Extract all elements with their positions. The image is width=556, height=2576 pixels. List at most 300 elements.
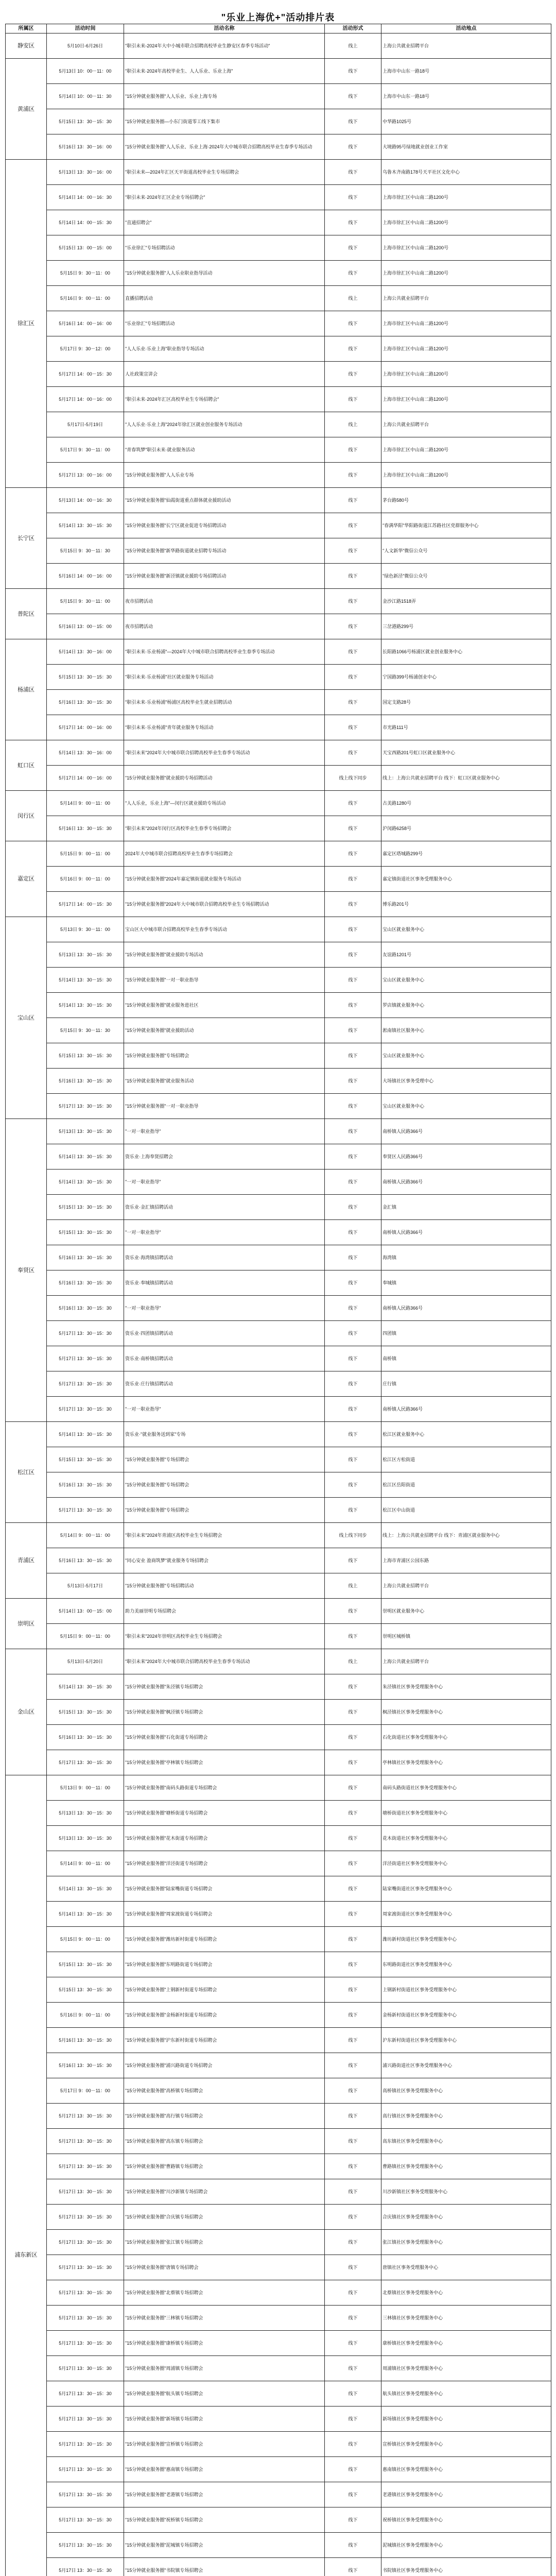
cell-time: 5月15日 13：30－15：30 bbox=[47, 109, 124, 134]
cell-time: 5月14日 13：30－15：30 bbox=[47, 1902, 124, 1927]
cell-time: 5月14日 13：30－15：30 bbox=[47, 1876, 124, 1902]
cell-activity: "职引未来"2024年闵行区高校毕业生春季专场招聘会 bbox=[124, 816, 325, 841]
cell-form: 线下 bbox=[325, 1498, 381, 1523]
table-row bbox=[6, 2053, 551, 2078]
cell-form: 线下 bbox=[325, 1801, 381, 1826]
cell-time: 5月14日 9：00－11：00 bbox=[47, 1523, 124, 1548]
cell-time: 5月16日 9：00－11：00 bbox=[47, 2003, 124, 2028]
cell-time: 5月17日 13：30－15：30 bbox=[47, 2507, 124, 2533]
cell-time: 5月15日 9：30－11：00 bbox=[47, 589, 124, 614]
table-row bbox=[6, 412, 551, 437]
cell-form: 线下 bbox=[325, 1750, 381, 1775]
cell-place: 周家渡街道社区事务受理服务中心 bbox=[381, 1902, 551, 1927]
cell-place: 罗店镇就业服务中心 bbox=[381, 993, 551, 1018]
table-row bbox=[6, 210, 551, 235]
cell-time: 5月17日 9：00－11：00 bbox=[47, 2078, 124, 2104]
cell-form: 线下 bbox=[325, 2179, 381, 2205]
cell-place: 南桥镇人民路366号 bbox=[381, 1220, 551, 1245]
cell-place: 淞南镇社区服务中心 bbox=[381, 1018, 551, 1043]
cell-activity: "15分钟就业服务圈"老港镇专场招聘会 bbox=[124, 2482, 325, 2507]
cell-activity: "职引未来·乐业杨浦"社区就业服务专场活动 bbox=[124, 665, 325, 690]
cell-activity: "一对一职业指导" bbox=[124, 1220, 325, 1245]
cell-form: 线上 bbox=[325, 1573, 381, 1599]
table-row bbox=[6, 387, 551, 412]
cell-form: 线下 bbox=[325, 942, 381, 968]
cell-form: 线下 bbox=[325, 740, 381, 766]
cell-activity: "15分钟就业服务圈"专场招聘会 bbox=[124, 1043, 325, 1069]
cell-activity: "15分钟就业服务圈"专场招聘会 bbox=[124, 1498, 325, 1523]
cell-time: 5月10日-6月26日 bbox=[47, 33, 124, 59]
cell-activity: 宝山区大中城市联合招聘高校毕业生春季专场活动 bbox=[124, 917, 325, 942]
cell-district: 青浦区 bbox=[6, 1523, 47, 1599]
cell-time: 5月17日 13：30－15：30 bbox=[47, 2205, 124, 2230]
cell-time: 5月15日 13：30－15：30 bbox=[47, 1195, 124, 1220]
cell-district: 静安区 bbox=[6, 33, 47, 59]
table-row bbox=[6, 1069, 551, 1094]
table-row bbox=[6, 968, 551, 993]
cell-activity: "15分钟就业服务圈"人人乐业、乐业上海·2024年大中城市联合招聘高校毕业生春季专场活动 bbox=[124, 134, 325, 160]
table-row bbox=[6, 538, 551, 564]
cell-activity: "15分钟就业服务圈"川沙新镇专场招聘会 bbox=[124, 2179, 325, 2205]
cell-place: 古美路1280号 bbox=[381, 791, 551, 816]
cell-time: 5月15日 9：30－11：00 bbox=[47, 261, 124, 286]
table-row bbox=[6, 690, 551, 715]
table-row bbox=[6, 1144, 551, 1170]
table-row bbox=[6, 463, 551, 488]
table-row bbox=[6, 2457, 551, 2482]
cell-time: 5月16日 9：00－11：00 bbox=[47, 286, 124, 311]
cell-activity: "15分钟就业服务圈—小东门街道零工线下集市 bbox=[124, 109, 325, 134]
table-row bbox=[6, 235, 551, 261]
cell-time: 5月17日 13：30－15：30 bbox=[47, 2482, 124, 2507]
cell-form: 线下 bbox=[325, 1775, 381, 1801]
cell-place: 上海市中山东一路18号 bbox=[381, 84, 551, 109]
cell-time: 5月17日 14：00－16：00 bbox=[47, 715, 124, 740]
cell-time: 5月13日 13：30－15：30 bbox=[47, 1801, 124, 1826]
cell-form: 线下 bbox=[325, 841, 381, 867]
cell-activity: "乐业徐汇"专场招聘活动 bbox=[124, 235, 325, 261]
cell-time: 5月13日 13：30－15：30 bbox=[47, 1826, 124, 1851]
cell-time: 5月15日 9：00－11：00 bbox=[47, 1624, 124, 1649]
table-row bbox=[6, 1498, 551, 1523]
cell-time: 5月13日 10：00－11：00 bbox=[47, 59, 124, 84]
cell-activity: "15分钟就业服务圈"一对一职业指导 bbox=[124, 968, 325, 993]
table-row bbox=[6, 2104, 551, 2129]
cell-activity: 资乐业·"就业服务送到家"专场 bbox=[124, 1422, 325, 1447]
cell-time: 5月15日 13：30－15：30 bbox=[47, 1952, 124, 1977]
cell-activity: "15分钟就业服务圈"上钢新村街道专场招聘会 bbox=[124, 1977, 325, 2003]
cell-form: 线下 bbox=[325, 2306, 381, 2331]
table-row bbox=[6, 1119, 551, 1144]
cell-form: 线下 bbox=[325, 892, 381, 917]
cell-place: 上海市徐汇区中山南二路1200号 bbox=[381, 235, 551, 261]
table-row bbox=[6, 109, 551, 134]
cell-activity: "15分钟就业服务圈"祝桥镇专场招聘会 bbox=[124, 2507, 325, 2533]
cell-form: 线下 bbox=[325, 109, 381, 134]
cell-place: 惠南镇社区事务受理服务中心 bbox=[381, 2457, 551, 2482]
cell-activity: 夜市招聘活动 bbox=[124, 589, 325, 614]
table-row bbox=[6, 1447, 551, 1472]
cell-time: 5月17日 13：30－15：30 bbox=[47, 1750, 124, 1775]
cell-place: 花木街道社区事务受理服务中心 bbox=[381, 1826, 551, 1851]
cell-form: 线下 bbox=[325, 2533, 381, 2558]
cell-form: 线下 bbox=[325, 1043, 381, 1069]
cell-time: 5月17日 13：30－15：30 bbox=[47, 2255, 124, 2280]
cell-time: 5月17日 13：30－15：30 bbox=[47, 2558, 124, 2576]
cell-form: 线下 bbox=[325, 1069, 381, 1094]
cell-place: 宣桥镇社区事务受理服务中心 bbox=[381, 2432, 551, 2457]
cell-activity: 资乐业·奉城镇招聘活动 bbox=[124, 1270, 325, 1296]
cell-activity: "15分钟就业服务圈"北蔡镇专场招聘会 bbox=[124, 2280, 325, 2306]
table-row bbox=[6, 665, 551, 690]
table-row bbox=[6, 84, 551, 109]
table-row bbox=[6, 1523, 551, 1548]
cell-time: 5月14日 13：30－15：30 bbox=[47, 1170, 124, 1195]
cell-activity: "一对一职业指导" bbox=[124, 1296, 325, 1321]
cell-time: 5月16日 13：30－15：30 bbox=[47, 1296, 124, 1321]
cell-form: 线上线下同步 bbox=[325, 1523, 381, 1548]
table-row bbox=[6, 564, 551, 589]
cell-place: 上海市青浦区公园东路 bbox=[381, 1548, 551, 1573]
cell-time: 5月15日 13：30－15：30 bbox=[47, 1043, 124, 1069]
table-row bbox=[6, 1649, 551, 1674]
cell-form: 线下 bbox=[325, 2205, 381, 2230]
cell-district: 宝山区 bbox=[6, 917, 47, 1119]
cell-place: 川沙新镇社区事务受理服务中心 bbox=[381, 2179, 551, 2205]
table-row bbox=[6, 2558, 551, 2576]
table-row bbox=[6, 715, 551, 740]
cell-place: 中华路1025号 bbox=[381, 109, 551, 134]
table-row bbox=[6, 2028, 551, 2053]
table-row bbox=[6, 2482, 551, 2507]
cell-place: 唐镇社区事务受理服务中心 bbox=[381, 2255, 551, 2280]
table-body bbox=[6, 33, 551, 2576]
table-row bbox=[6, 59, 551, 84]
cell-activity: "15分钟就业服务圈"合庆镇专场招聘会 bbox=[124, 2205, 325, 2230]
table-row bbox=[6, 2129, 551, 2154]
table-row bbox=[6, 1725, 551, 1750]
table-row bbox=[6, 2507, 551, 2533]
cell-activity: "15分钟就业服务圈"长宁区就业促进专场招聘活动 bbox=[124, 513, 325, 538]
table-row bbox=[6, 2432, 551, 2457]
cell-time: 5月17日 13：30－15：30 bbox=[47, 2356, 124, 2381]
schedule-table bbox=[5, 24, 551, 2576]
cell-time: 5月17日 13：30－15：30 bbox=[47, 1498, 124, 1523]
cell-place: 宁国路399号杨浦创业中心 bbox=[381, 665, 551, 690]
cell-activity: 资乐业·南桥镇招聘活动 bbox=[124, 1346, 325, 1371]
cell-time: 5月16日 13：30－15：30 bbox=[47, 1245, 124, 1270]
cell-place: 浦兴路街道社区事务受理服务中心 bbox=[381, 2053, 551, 2078]
cell-form: 线下 bbox=[325, 1927, 381, 1952]
cell-place: 书院镇社区事务受理服务中心 bbox=[381, 2558, 551, 2576]
cell-place: 南桥镇人民路366号 bbox=[381, 1170, 551, 1195]
cell-place: 东明路街道社区事务受理服务中心 bbox=[381, 1952, 551, 1977]
cell-form: 线下 bbox=[325, 261, 381, 286]
cell-time: 5月17日 13：30－15：30 bbox=[47, 2154, 124, 2179]
cell-activity: "15分钟就业服务圈"2024年大中城市联合招聘高校毕业生专场招聘活动 bbox=[124, 892, 325, 917]
table-row bbox=[6, 1472, 551, 1498]
table-row bbox=[6, 1573, 551, 1599]
cell-place: 上海公共就业招聘平台 bbox=[381, 412, 551, 437]
cell-activity: "乐业徐汇"专场招聘活动 bbox=[124, 311, 325, 336]
table-row bbox=[6, 1548, 551, 1573]
cell-place: "人文新华"微信公众号 bbox=[381, 538, 551, 564]
cell-place: 合庆镇社区事务受理服务中心 bbox=[381, 2205, 551, 2230]
cell-form: 线下 bbox=[325, 1094, 381, 1119]
cell-time: 5月16日 13：30－15：30 bbox=[47, 2053, 124, 2078]
cell-form: 线下 bbox=[325, 791, 381, 816]
cell-place: 上海市徐汇区中山南二路1200号 bbox=[381, 336, 551, 362]
cell-form: 线下 bbox=[325, 1397, 381, 1422]
cell-time: 5月17日 14：00－16：00 bbox=[47, 387, 124, 412]
cell-activity: "15分钟就业服务圈"浦兴路街道专场招聘会 bbox=[124, 2053, 325, 2078]
table-row bbox=[6, 1876, 551, 1902]
cell-place: 天宝西路201号虹口区就业服务中心 bbox=[381, 740, 551, 766]
cell-activity: "15分钟就业服务圈"康桥镇专场招聘会 bbox=[124, 2331, 325, 2356]
table-row bbox=[6, 2154, 551, 2179]
cell-place: 上海市徐汇区中山南二路1200号 bbox=[381, 463, 551, 488]
cell-place: 上海公共就业招聘平台 bbox=[381, 1649, 551, 1674]
cell-form: 线下 bbox=[325, 2003, 381, 2028]
cell-form: 线下 bbox=[325, 538, 381, 564]
cell-form: 线下 bbox=[325, 1270, 381, 1296]
table-row bbox=[6, 1043, 551, 1069]
cell-activity: "15分钟就业服务圈"新场镇专场招聘会 bbox=[124, 2406, 325, 2432]
cell-activity: "15分钟就业服务圈"枫泾镇专场招聘会 bbox=[124, 1700, 325, 1725]
cell-time: 5月17日 13：30－15：30 bbox=[47, 2306, 124, 2331]
cell-form: 线下 bbox=[325, 917, 381, 942]
cell-activity: 直播招聘活动 bbox=[124, 286, 325, 311]
table-row bbox=[6, 2280, 551, 2306]
cell-form: 线下 bbox=[325, 2053, 381, 2078]
table-row bbox=[6, 2179, 551, 2205]
cell-time: 5月15日 13：30－15：30 bbox=[47, 1977, 124, 2003]
table-row bbox=[6, 286, 551, 311]
cell-activity: "同心安业 盈商筑梦"就业服务专场招聘会 bbox=[124, 1548, 325, 1573]
cell-place: 潍坊新村街道社区事务受理服务中心 bbox=[381, 1927, 551, 1952]
cell-activity: "职引未来·2024年汇区高校毕业生专场招聘会" bbox=[124, 387, 325, 412]
cell-district: 闵行区 bbox=[6, 791, 47, 841]
cell-place: 博乐路201号 bbox=[381, 892, 551, 917]
table-row bbox=[6, 1624, 551, 1649]
cell-form: 线下 bbox=[325, 1296, 381, 1321]
cell-time: 5月13日 9：30－11：00 bbox=[47, 917, 124, 942]
cell-form: 线下 bbox=[325, 210, 381, 235]
cell-form: 线下 bbox=[325, 589, 381, 614]
table-row bbox=[6, 1674, 551, 1700]
cell-activity: "15分钟就业服务圈"东明路街道专场招聘会 bbox=[124, 1952, 325, 1977]
cell-place: "春满华阳"华阳路街道江苏路社区党群服务中心 bbox=[381, 513, 551, 538]
cell-form: 线下 bbox=[325, 1624, 381, 1649]
cell-activity: "15分钟就业服务圈"新泾镇就业援助专场招聘活动 bbox=[124, 564, 325, 589]
cell-form: 线下 bbox=[325, 2280, 381, 2306]
cell-activity: "15分钟就业服务圈"南码头路街道专场招聘会 bbox=[124, 1775, 325, 1801]
cell-place: 亭林镇社区事务受理服务中心 bbox=[381, 1750, 551, 1775]
table-row bbox=[6, 892, 551, 917]
cell-time: 5月17日 13：30－15：30 bbox=[47, 1321, 124, 1346]
cell-time: 5月17日 13：30－15：30 bbox=[47, 2432, 124, 2457]
cell-activity: "15分钟就业服务圈"高东镇专场招聘会 bbox=[124, 2129, 325, 2154]
cell-place: 陆家嘴街道社区事务受理服务中心 bbox=[381, 1876, 551, 1902]
cell-place: 上海市徐汇区中山南二路1200号 bbox=[381, 437, 551, 463]
cell-place: 南桥镇人民路366号 bbox=[381, 1296, 551, 1321]
cell-district: 嘉定区 bbox=[6, 841, 47, 917]
table-row bbox=[6, 488, 551, 513]
cell-place: 上海市徐汇区中山南二路1200号 bbox=[381, 210, 551, 235]
cell-activity: 资乐业·庄行镇招聘活动 bbox=[124, 1371, 325, 1397]
table-row bbox=[6, 1599, 551, 1624]
cell-time: 5月13日 13：30－15：30 bbox=[47, 942, 124, 968]
cell-form: 线下 bbox=[325, 564, 381, 589]
table-row bbox=[6, 841, 551, 867]
cell-time: 5月15日 13：00－15：00 bbox=[47, 235, 124, 261]
cell-activity: "15分钟就业服务圈"塘桥街道专场招聘会 bbox=[124, 1801, 325, 1826]
cell-activity: "职引未来-2024年大中小城市联合招聘高校毕业生静安区春季专场活动" bbox=[124, 33, 325, 59]
cell-form: 线下 bbox=[325, 1472, 381, 1498]
cell-form: 线下 bbox=[325, 437, 381, 463]
cell-activity: 助力美丽崇明专场招聘会 bbox=[124, 1599, 325, 1624]
cell-activity: "15分钟就业服务圈"沪东新村街道专场招聘会 bbox=[124, 2028, 325, 2053]
cell-place: 上海公共就业招聘平台 bbox=[381, 286, 551, 311]
cell-time: 5月17日 9：30－12：00 bbox=[47, 336, 124, 362]
cell-activity: "15分钟就业服务圈"周浦镇专场招聘会 bbox=[124, 2356, 325, 2381]
table-row bbox=[6, 2533, 551, 2558]
table-row bbox=[6, 942, 551, 968]
cell-activity: "一对一职业指导" bbox=[124, 1397, 325, 1422]
cell-activity: "15分钟就业服务圈"陆家嘴街道专场招聘会 bbox=[124, 1876, 325, 1902]
table-row bbox=[6, 2406, 551, 2432]
cell-time: 5月17日 13：00－16：00 bbox=[47, 463, 124, 488]
table-row bbox=[6, 816, 551, 841]
cell-activity: "职引未来·乐业杨浦"青年就业服务专场活动 bbox=[124, 715, 325, 740]
cell-form: 线下 bbox=[325, 1876, 381, 1902]
cell-time: 5月17日 13：30－15：30 bbox=[47, 1371, 124, 1397]
cell-form: 线下 bbox=[325, 2331, 381, 2356]
cell-place: 康桥镇社区事务受理服务中心 bbox=[381, 2331, 551, 2356]
cell-form: 线下 bbox=[325, 1119, 381, 1144]
cell-place: 宝山区就业服务中心 bbox=[381, 917, 551, 942]
table-row bbox=[6, 1927, 551, 1952]
cell-form: 线下 bbox=[325, 2255, 381, 2280]
cell-place: 洋泾街道社区事务受理服务中心 bbox=[381, 1851, 551, 1876]
cell-activity: "15分钟就业服务圈"新华路街道就业招聘专场活动 bbox=[124, 538, 325, 564]
cell-place: 南桥镇人民路366号 bbox=[381, 1397, 551, 1422]
cell-form: 线下 bbox=[325, 1548, 381, 1573]
cell-place: 上海市中山东一路18号 bbox=[381, 59, 551, 84]
cell-form: 线下 bbox=[325, 2356, 381, 2381]
cell-activity: "15分钟就业服务圈"高桥镇专场招聘会 bbox=[124, 2078, 325, 2104]
table-row bbox=[6, 614, 551, 639]
cell-place: 崇明区就业服务中心 bbox=[381, 1599, 551, 1624]
table-row bbox=[6, 160, 551, 185]
header-form: 活动形式 bbox=[325, 24, 381, 33]
cell-place: 祝桥镇社区事务受理服务中心 bbox=[381, 2507, 551, 2533]
cell-place: 松江区中山街道 bbox=[381, 1498, 551, 1523]
cell-activity: "15分钟就业服务圈"书院镇专场招聘会 bbox=[124, 2558, 325, 2576]
cell-time: 5月14日 9：00－11：00 bbox=[47, 1851, 124, 1876]
cell-place: 宝山区就业服务中心 bbox=[381, 1094, 551, 1119]
cell-form: 线下 bbox=[325, 235, 381, 261]
cell-time: 5月16日 13：30－15：30 bbox=[47, 1725, 124, 1750]
table-row bbox=[6, 1270, 551, 1296]
cell-activity: "15分钟就业服务圈"专场招聘会 bbox=[124, 1447, 325, 1472]
cell-time: 5月15日 13：30－15：30 bbox=[47, 665, 124, 690]
cell-activity: 2024年大中城市联合招聘高校毕业生春季专场招聘会 bbox=[124, 841, 325, 867]
cell-district: 崇明区 bbox=[6, 1599, 47, 1649]
cell-form: 线下 bbox=[325, 2482, 381, 2507]
page-title: "乐业上海优+"活动排片表 bbox=[221, 12, 335, 23]
cell-time: 5月16日 13：30－15：30 bbox=[47, 1472, 124, 1498]
cell-place: 老港镇社区事务受理服务中心 bbox=[381, 2482, 551, 2507]
cell-activity: "15分钟就业服务圈"人人乐业、乐业上海专场 bbox=[124, 84, 325, 109]
cell-district: 金山区 bbox=[6, 1649, 47, 1775]
cell-activity: "职引未来"2024年大中城市联合招聘高校毕业生春季专场活动 bbox=[124, 740, 325, 766]
cell-activity: "职引未来·2024年高校毕业生、人人乐业、乐业上海" bbox=[124, 59, 325, 84]
cell-activity: "15分钟就业服务圈"泥城镇专场招聘会 bbox=[124, 2533, 325, 2558]
cell-activity: "15分钟就业服务圈"周家渡街道专场招聘会 bbox=[124, 1902, 325, 1927]
cell-time: 5月13日 14：00－16：30 bbox=[47, 488, 124, 513]
cell-activity: "15分钟就业服务圈"就业援助活动 bbox=[124, 1018, 325, 1043]
cell-form: 线上 bbox=[325, 33, 381, 59]
cell-form: 线下 bbox=[325, 463, 381, 488]
cell-activity: "职引未来"2024年大中城市联合招聘高校毕业生春季专场活动 bbox=[124, 1649, 325, 1674]
cell-form: 线下 bbox=[325, 2129, 381, 2154]
cell-activity: "15分钟就业服务圈"朱泾镇专场招聘会 bbox=[124, 1674, 325, 1700]
table-row bbox=[6, 362, 551, 387]
cell-form: 线下 bbox=[325, 1952, 381, 1977]
cell-form: 线下 bbox=[325, 2457, 381, 2482]
cell-activity: "15分钟就业服务圈"石化街道专场招聘会 bbox=[124, 1725, 325, 1750]
cell-form: 线下 bbox=[325, 2230, 381, 2255]
header-district: 所属区 bbox=[6, 24, 47, 33]
table-row bbox=[6, 1371, 551, 1397]
cell-activity: "15分钟就业服务圈"宣桥镇专场招聘会 bbox=[124, 2432, 325, 2457]
cell-form: 线下 bbox=[325, 993, 381, 1018]
cell-activity: "15分钟就业服务圈"三林镇专场招聘会 bbox=[124, 2306, 325, 2331]
cell-activity: "人人乐业，乐业上海"—闵行区就业援助专场活动 bbox=[124, 791, 325, 816]
cell-form: 线下 bbox=[325, 2154, 381, 2179]
cell-form: 线下 bbox=[325, 1245, 381, 1270]
cell-activity: "15分钟就业服务圈"张江镇专场招聘会 bbox=[124, 2230, 325, 2255]
table-row bbox=[6, 791, 551, 816]
cell-activity: "15分钟就业服务圈"仙霞街道重点群体就业援助活动 bbox=[124, 488, 325, 513]
cell-place: 泥城镇社区事务受理服务中心 bbox=[381, 2533, 551, 2558]
cell-time: 5月17日 14：00－15：30 bbox=[47, 892, 124, 917]
cell-form: 线下 bbox=[325, 1902, 381, 1927]
cell-form: 线下 bbox=[325, 134, 381, 160]
cell-place: 沪东新村街道社区事务受理服务中心 bbox=[381, 2028, 551, 2053]
cell-time: 5月14日 13：30－16：00 bbox=[47, 639, 124, 665]
cell-activity: 夜市招聘活动 bbox=[124, 614, 325, 639]
cell-activity: "职引未来·2024年汇区企业专场招聘会" bbox=[124, 185, 325, 210]
cell-time: 5月17日 13：30－15：30 bbox=[47, 2280, 124, 2306]
table-row bbox=[6, 1170, 551, 1195]
cell-place: 奉城镇 bbox=[381, 1270, 551, 1296]
cell-time: 5月14日 13：30－15：30 bbox=[47, 1422, 124, 1447]
table-row bbox=[6, 1018, 551, 1043]
table-row bbox=[6, 1245, 551, 1270]
table-row bbox=[6, 1321, 551, 1346]
cell-activity: "职引未来"2024年青浦区高校毕业生专场招聘会 bbox=[124, 1523, 325, 1548]
cell-time: 5月16日 9：00－11：00 bbox=[47, 867, 124, 892]
cell-form: 线下 bbox=[325, 1447, 381, 1472]
cell-form: 线下 bbox=[325, 1725, 381, 1750]
cell-time: 5月17日-5月19日 bbox=[47, 412, 124, 437]
cell-time: 5月17日 13：30－15：30 bbox=[47, 1094, 124, 1119]
cell-form: 线下 bbox=[325, 1321, 381, 1346]
cell-activity: "15分钟就业服务圈"人人乐业职业指导活动 bbox=[124, 261, 325, 286]
cell-time: 5月14日 10：00－11：30 bbox=[47, 84, 124, 109]
